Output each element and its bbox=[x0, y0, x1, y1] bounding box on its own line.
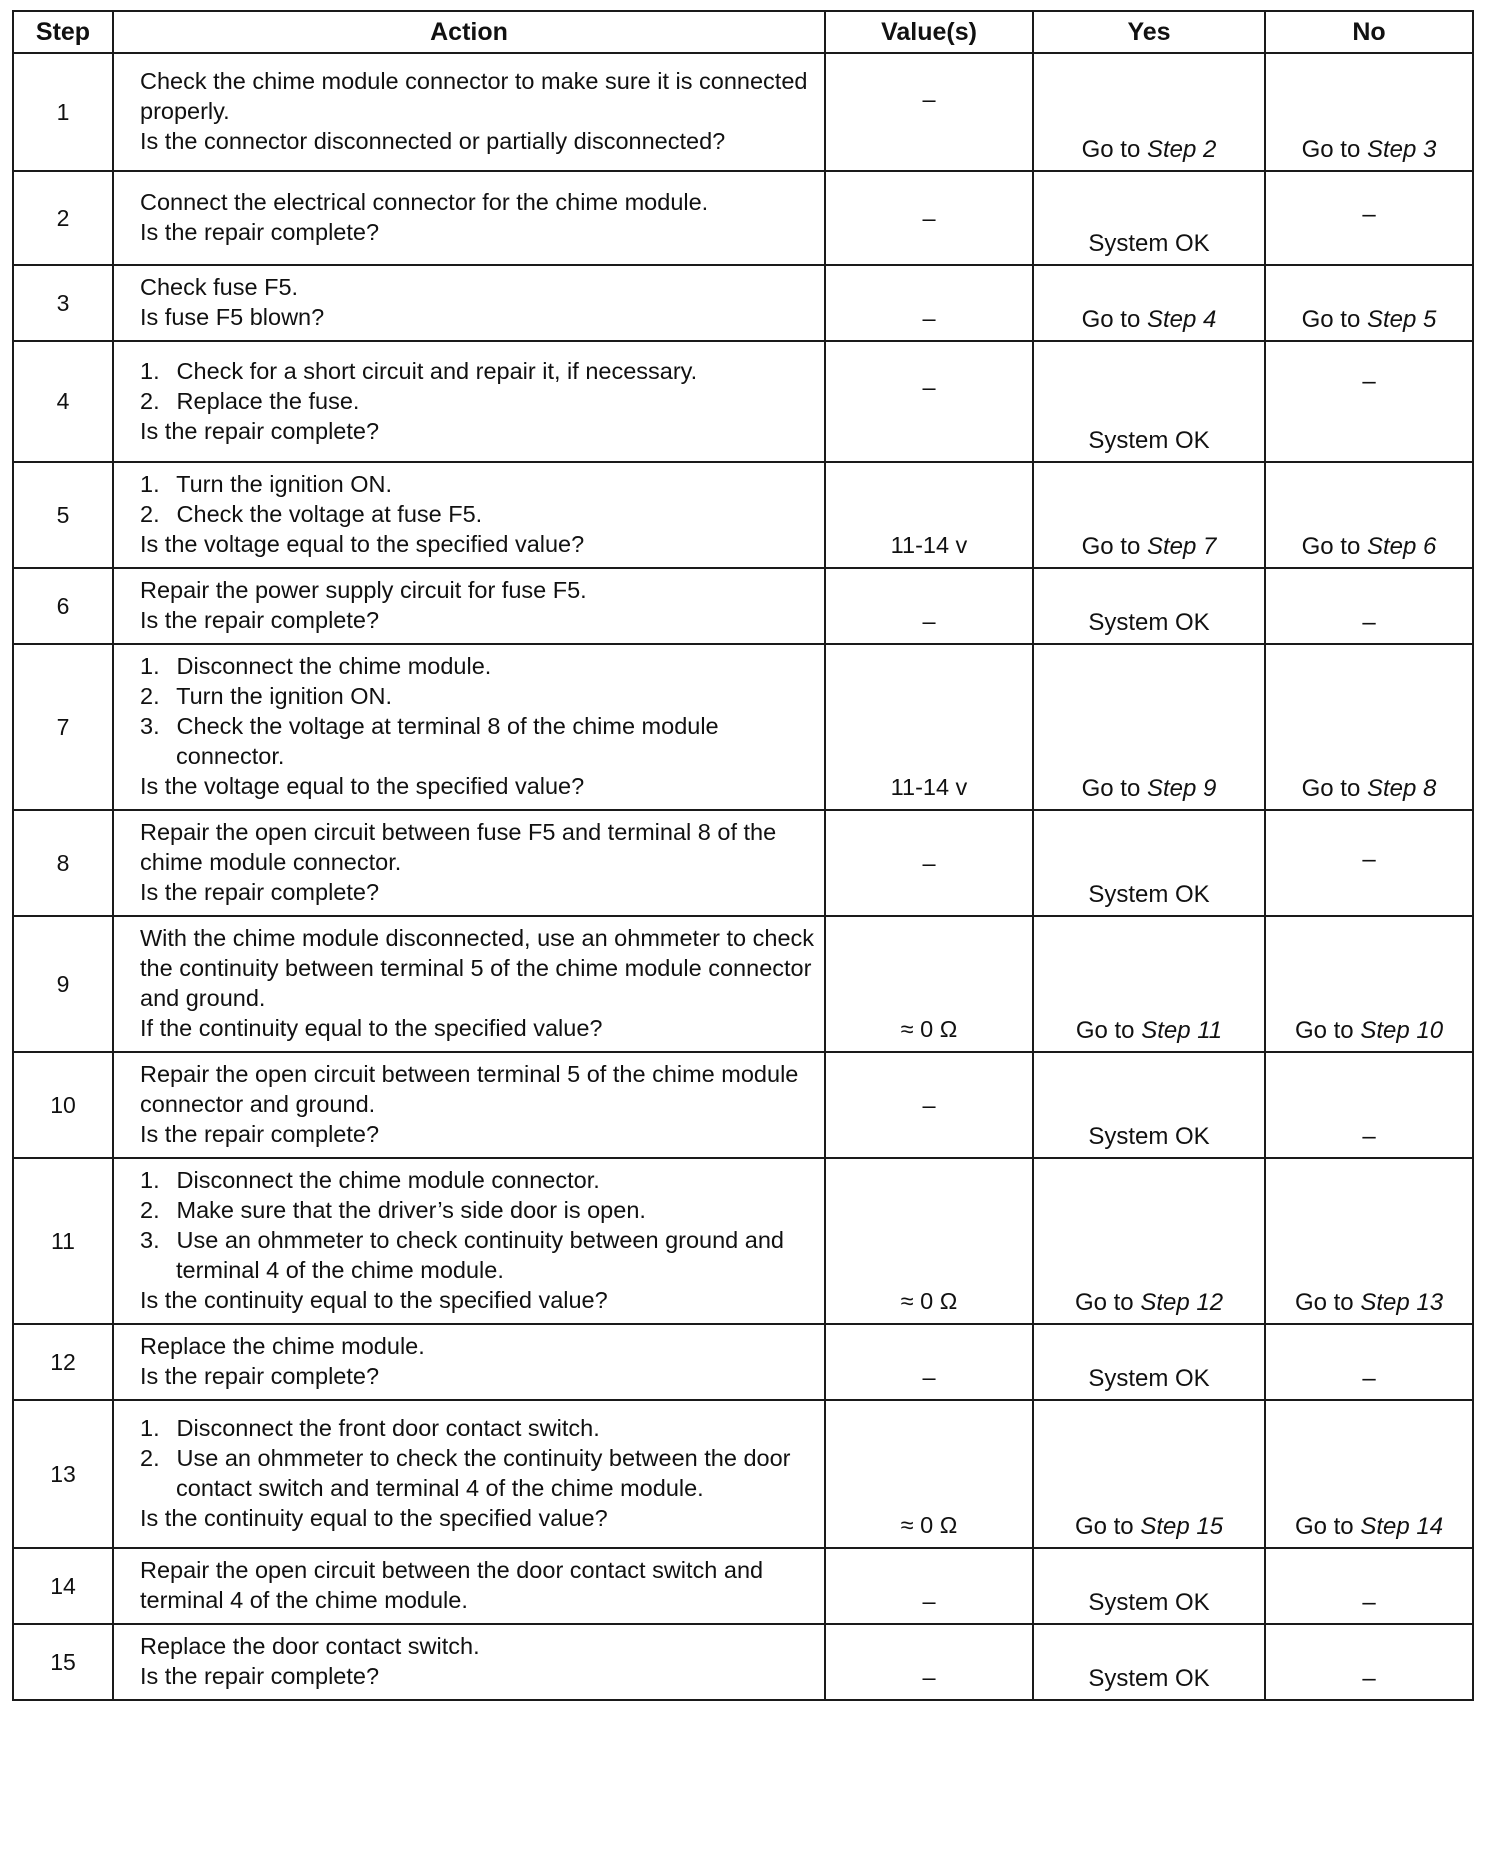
item-text: Use an ohmmeter to check continuity between ground and terminal 4 of the chime module. bbox=[176, 1227, 784, 1283]
table-row bbox=[13, 1324, 1473, 1400]
no-result-cell: – bbox=[1265, 1052, 1473, 1158]
goto-step-link: Step 10 bbox=[1360, 1017, 1444, 1044]
action-text: Repair the open circuit between terminal 5 of the chime module connector and ground. bbox=[140, 1061, 799, 1117]
yes-result-cell: System OK bbox=[1033, 1548, 1265, 1624]
goto-step-link: Step 13 bbox=[1360, 1289, 1444, 1316]
table-row bbox=[13, 1158, 1473, 1324]
action-cell bbox=[113, 568, 825, 644]
no-result-cell: – bbox=[1265, 341, 1473, 462]
item-text: Check the voltage at fuse F5. bbox=[176, 501, 483, 527]
item-number: 3. bbox=[140, 713, 160, 739]
action-text: Replace the door contact switch. bbox=[140, 1633, 480, 1659]
action-cell bbox=[113, 1624, 825, 1700]
action-text: Is the continuity equal to the specified value? bbox=[140, 1505, 608, 1531]
item-text: Disconnect the chime module. bbox=[176, 653, 492, 679]
action-text: Is the repair complete? bbox=[140, 417, 380, 444]
goto-step-link: Step 7 bbox=[1146, 533, 1217, 560]
yes-goto-cell bbox=[1033, 53, 1265, 171]
yes-result-cell: System OK bbox=[1033, 171, 1265, 265]
action-numbered-item bbox=[140, 499, 814, 529]
value-cell: – bbox=[825, 341, 1033, 462]
action-numbered-item bbox=[140, 1443, 814, 1503]
no-goto-cell bbox=[1265, 916, 1473, 1052]
goto-prefix: Go to bbox=[1074, 1513, 1141, 1540]
header-row bbox=[13, 11, 1473, 53]
goto-prefix: Go to bbox=[1081, 775, 1147, 802]
goto-step-link: Step 3 bbox=[1366, 136, 1437, 163]
step-number: 11 bbox=[13, 1158, 113, 1324]
value-cell: – bbox=[825, 1324, 1033, 1400]
step-number: 14 bbox=[13, 1548, 113, 1624]
step-number: 10 bbox=[13, 1052, 113, 1158]
item-number: 2. bbox=[140, 387, 160, 414]
header-yes: Yes bbox=[1033, 11, 1265, 53]
step-number: 12 bbox=[13, 1324, 113, 1400]
no-result-cell: – bbox=[1265, 171, 1473, 265]
action-numbered-item bbox=[140, 356, 814, 386]
header-step: Step bbox=[13, 11, 113, 53]
action-cell bbox=[113, 1324, 825, 1400]
table-row bbox=[13, 1548, 1473, 1624]
action-cell bbox=[113, 462, 825, 568]
action-text: Repair the open circuit between fuse F5 and terminal 8 of the chime module connector. bbox=[140, 819, 777, 875]
value-cell: 11-14 v bbox=[825, 644, 1033, 810]
action-text: Is the repair complete? bbox=[140, 1121, 380, 1147]
table-row bbox=[13, 53, 1473, 171]
action-numbered-item bbox=[140, 1413, 814, 1443]
item-number: 1. bbox=[140, 653, 160, 679]
item-number: 1. bbox=[140, 1415, 160, 1441]
item-number: 1. bbox=[140, 471, 160, 497]
goto-prefix: Go to bbox=[1075, 1017, 1142, 1044]
item-number: 2. bbox=[140, 501, 160, 527]
no-goto-cell bbox=[1265, 1400, 1473, 1548]
step-number: 8 bbox=[13, 810, 113, 916]
no-goto-cell bbox=[1265, 1158, 1473, 1324]
yes-result-cell: System OK bbox=[1033, 1052, 1265, 1158]
no-goto-cell bbox=[1265, 265, 1473, 341]
yes-result-cell: System OK bbox=[1033, 341, 1265, 462]
action-cell bbox=[113, 810, 825, 916]
header-values: Value(s) bbox=[825, 11, 1033, 53]
action-cell bbox=[113, 1548, 825, 1624]
no-result-cell: – bbox=[1265, 1324, 1473, 1400]
goto-prefix: Go to bbox=[1301, 533, 1367, 560]
table-row bbox=[13, 568, 1473, 644]
yes-goto-cell bbox=[1033, 265, 1265, 341]
action-text: Is the repair complete? bbox=[140, 879, 380, 905]
step-number: 7 bbox=[13, 644, 113, 810]
header-no: No bbox=[1265, 11, 1473, 53]
action-cell bbox=[113, 53, 825, 171]
no-result-cell: – bbox=[1265, 568, 1473, 644]
action-cell bbox=[113, 1400, 825, 1548]
action-numbered-item bbox=[140, 386, 814, 416]
yes-result-cell: System OK bbox=[1033, 568, 1265, 644]
action-numbered-item bbox=[140, 469, 814, 499]
step-number: 4 bbox=[13, 341, 113, 462]
action-text: Is the repair complete? bbox=[140, 607, 380, 633]
action-text: Is the continuity equal to the specified value? bbox=[140, 1287, 608, 1313]
header-action: Action bbox=[113, 11, 825, 53]
item-number: 3. bbox=[140, 1227, 160, 1253]
yes-goto-cell bbox=[1033, 644, 1265, 810]
item-text: Replace the fuse. bbox=[176, 387, 360, 414]
item-text: Turn the ignition ON. bbox=[176, 471, 393, 497]
step-number: 13 bbox=[13, 1400, 113, 1548]
value-cell: ≈ 0 Ω bbox=[825, 1400, 1033, 1548]
diagnostic-table bbox=[12, 10, 1474, 1701]
no-goto-cell bbox=[1265, 462, 1473, 568]
action-cell bbox=[113, 644, 825, 810]
yes-goto-cell bbox=[1033, 462, 1265, 568]
goto-step-link: Step 14 bbox=[1360, 1513, 1444, 1540]
step-number: 15 bbox=[13, 1624, 113, 1700]
goto-prefix: Go to bbox=[1081, 306, 1147, 333]
table-row bbox=[13, 810, 1473, 916]
action-text: Is the repair complete? bbox=[140, 219, 380, 245]
action-text: With the chime module disconnected, use an ohmmeter to check the continuity between terminal 5 of the chime module connector and ground. bbox=[140, 925, 815, 1011]
step-number: 2 bbox=[13, 171, 113, 265]
yes-result-cell: System OK bbox=[1033, 810, 1265, 916]
table-row bbox=[13, 1624, 1473, 1700]
action-cell bbox=[113, 265, 825, 341]
step-number: 9 bbox=[13, 916, 113, 1052]
value-cell: – bbox=[825, 171, 1033, 265]
table-row bbox=[13, 1400, 1473, 1548]
yes-result-cell: System OK bbox=[1033, 1624, 1265, 1700]
item-text: Disconnect the front door contact switch. bbox=[176, 1415, 600, 1441]
yes-result-cell: System OK bbox=[1033, 1324, 1265, 1400]
value-cell: – bbox=[825, 265, 1033, 341]
step-number: 1 bbox=[13, 53, 113, 171]
goto-step-link: Step 5 bbox=[1366, 306, 1437, 333]
goto-prefix: Go to bbox=[1301, 136, 1367, 163]
item-number: 1. bbox=[140, 1167, 160, 1193]
action-text: Is the repair complete? bbox=[140, 1663, 380, 1689]
table-row bbox=[13, 341, 1473, 462]
goto-prefix: Go to bbox=[1074, 1289, 1141, 1316]
goto-step-link: Step 12 bbox=[1140, 1289, 1224, 1316]
no-goto-cell bbox=[1265, 644, 1473, 810]
item-number: 2. bbox=[140, 683, 160, 709]
action-numbered-item bbox=[140, 1225, 814, 1285]
item-text: Check for a short circuit and repair it, if necessary. bbox=[176, 357, 698, 384]
action-text: Connect the electrical connector for the chime module. bbox=[140, 189, 709, 215]
goto-step-link: Step 2 bbox=[1146, 136, 1217, 163]
action-text: Check the chime module connector to make sure it is connected properly. bbox=[140, 68, 808, 124]
yes-goto-cell bbox=[1033, 1400, 1265, 1548]
goto-step-link: Step 11 bbox=[1141, 1017, 1223, 1044]
step-number: 3 bbox=[13, 265, 113, 341]
action-text: Repair the open circuit between the door contact switch and terminal 4 of the chime module. bbox=[140, 1557, 764, 1613]
value-cell: 11-14 v bbox=[825, 462, 1033, 568]
table-row bbox=[13, 1052, 1473, 1158]
item-number: 2. bbox=[140, 1197, 160, 1223]
value-cell: – bbox=[825, 53, 1033, 171]
goto-prefix: Go to bbox=[1294, 1017, 1361, 1044]
action-text: Repair the power supply circuit for fuse F5. bbox=[140, 577, 587, 603]
table-row bbox=[13, 462, 1473, 568]
value-cell: – bbox=[825, 1548, 1033, 1624]
goto-prefix: Go to bbox=[1301, 306, 1367, 333]
action-text: If the continuity equal to the specified value? bbox=[140, 1015, 603, 1041]
action-numbered-item bbox=[140, 651, 814, 681]
goto-step-link: Step 4 bbox=[1146, 306, 1217, 333]
item-number: 2. bbox=[140, 1445, 160, 1471]
item-text: Use an ohmmeter to check the continuity between the door contact switch and terminal 4 of the chime module. bbox=[176, 1445, 791, 1501]
no-result-cell: – bbox=[1265, 810, 1473, 916]
value-cell: – bbox=[825, 568, 1033, 644]
action-cell bbox=[113, 341, 825, 462]
goto-prefix: Go to bbox=[1294, 1513, 1361, 1540]
no-result-cell: – bbox=[1265, 1624, 1473, 1700]
value-cell: ≈ 0 Ω bbox=[825, 1158, 1033, 1324]
goto-prefix: Go to bbox=[1294, 1289, 1361, 1316]
no-goto-cell bbox=[1265, 53, 1473, 171]
goto-prefix: Go to bbox=[1081, 136, 1147, 163]
value-cell: – bbox=[825, 1624, 1033, 1700]
item-text: Turn the ignition ON. bbox=[176, 683, 393, 709]
yes-goto-cell bbox=[1033, 916, 1265, 1052]
goto-step-link: Step 9 bbox=[1146, 775, 1217, 802]
value-cell: ≈ 0 Ω bbox=[825, 916, 1033, 1052]
action-numbered-item bbox=[140, 711, 814, 771]
table-row bbox=[13, 916, 1473, 1052]
action-cell bbox=[113, 1158, 825, 1324]
item-text: Make sure that the driver’s side door is open. bbox=[176, 1197, 646, 1223]
goto-step-link: Step 8 bbox=[1366, 775, 1437, 802]
value-cell: – bbox=[825, 1052, 1033, 1158]
item-text: Disconnect the chime module connector. bbox=[176, 1167, 600, 1193]
action-cell bbox=[113, 171, 825, 265]
action-numbered-item bbox=[140, 681, 814, 711]
action-numbered-item bbox=[140, 1195, 814, 1225]
action-text: Is the connector disconnected or partially disconnected? bbox=[140, 128, 726, 154]
item-text: Check the voltage at terminal 8 of the chime module connector. bbox=[176, 713, 719, 769]
action-cell bbox=[113, 916, 825, 1052]
goto-prefix: Go to bbox=[1081, 533, 1147, 560]
yes-goto-cell bbox=[1033, 1158, 1265, 1324]
action-numbered-item bbox=[140, 1165, 814, 1195]
goto-step-link: Step 6 bbox=[1366, 533, 1437, 560]
step-number: 6 bbox=[13, 568, 113, 644]
action-text: Replace the chime module. bbox=[140, 1333, 425, 1359]
value-cell: – bbox=[825, 810, 1033, 916]
action-text: Is the voltage equal to the specified value? bbox=[140, 773, 585, 799]
action-text: Is the voltage equal to the specified value? bbox=[140, 531, 585, 557]
item-number: 1. bbox=[140, 357, 160, 384]
action-text: Is fuse F5 blown? bbox=[140, 304, 325, 330]
action-cell bbox=[113, 1052, 825, 1158]
goto-prefix: Go to bbox=[1301, 775, 1367, 802]
step-number: 5 bbox=[13, 462, 113, 568]
table-body bbox=[13, 53, 1473, 1700]
table-row bbox=[13, 171, 1473, 265]
action-text: Check fuse F5. bbox=[140, 274, 299, 300]
action-text: Is the repair complete? bbox=[140, 1363, 380, 1389]
goto-step-link: Step 15 bbox=[1140, 1513, 1224, 1540]
table-row bbox=[13, 265, 1473, 341]
table-row bbox=[13, 644, 1473, 810]
no-result-cell: – bbox=[1265, 1548, 1473, 1624]
